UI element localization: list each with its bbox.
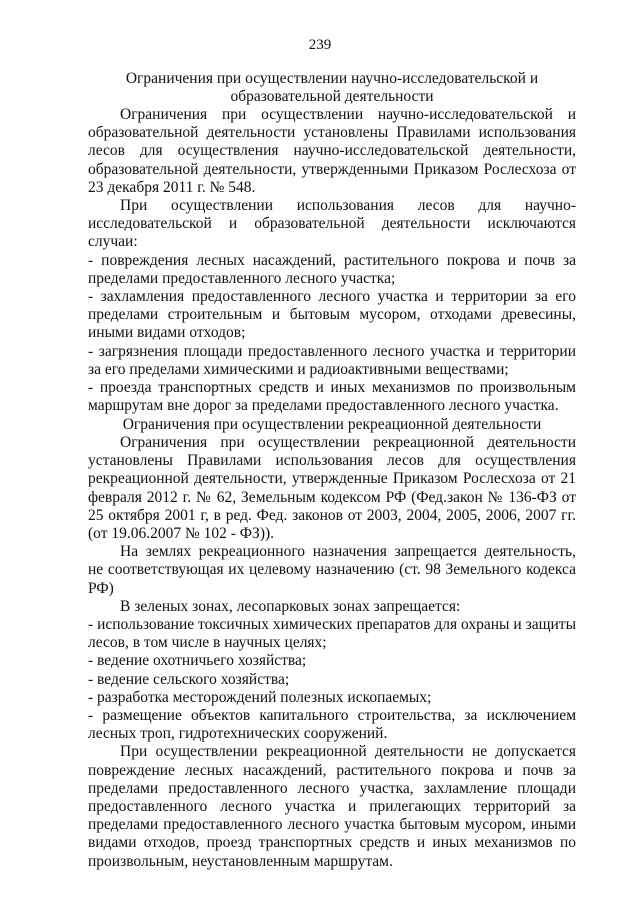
section2-list-item: - ведение сельского хозяйства; bbox=[88, 670, 290, 688]
section1-list-item: - повреждения лесных насаждений, растительного покрова и почв за пределами предоставленного лесного участка; bbox=[88, 251, 576, 287]
section2-paragraph: При осуществлении рекреационной деятельности не допускается повреждение лесных насаждений, растительного покрова и почв за пределами предоставленного лесного участка, захламление площади предоставленного лесного участка и прилегающих территорий за пределами предоставленного лесного участка бытовым мусором, иными видами отходов, проезд транспортных средств и иных механизмов по произвольным, неустановленным маршрутам. bbox=[88, 743, 576, 870]
section1-heading-line1: Ограничения при осуществлении научно-исследовательской и bbox=[125, 70, 539, 87]
section2-list-item: - разработка месторождений полезных ископаемых; bbox=[88, 688, 432, 706]
section1-heading bbox=[88, 70, 576, 106]
section1-body bbox=[88, 106, 576, 415]
section1-heading-line2: образовательной деятельности bbox=[230, 88, 434, 106]
section1-paragraph: Ограничения при осуществлении научно-исследовательской и образовательной деятельности установлены Правилами использования лесов для осуществления научно-исследовательской деятельности, образовательной деятельности, утвержденными Приказом Рослесхоза от 23 декабря 2011 г. № 548. bbox=[88, 106, 576, 196]
section2-paragraph: В зеленых зонах, лесопарковых зонах запрещается: bbox=[120, 597, 461, 615]
section1-paragraph: При осуществлении использования лесов для научно-исследовательской и образовательной деятельности исключаются случаи: bbox=[88, 197, 576, 251]
section2-body bbox=[88, 434, 576, 871]
section1-list-item: - захламления предоставленного лесного участка и территории за его пределами строительным и бытовым мусором, отходами древесины, иными видами отходов; bbox=[88, 288, 576, 342]
section1-list-item: - проезда транспортных средств и иных механизмов по произвольным маршрутам вне дорог за пределами предоставленного лесного участка. bbox=[88, 379, 576, 415]
section2-paragraph: На землях рекреационного назначения запрещается деятельность, не соответствующая их целевому назначению (ст. 98 Земельного кодекса РФ) bbox=[88, 543, 576, 597]
section2-list-item: - размещение объектов капитального строительства, за исключением лесных троп, гидротехнических сооружений. bbox=[88, 707, 576, 743]
section2-heading-text: Ограничения при осуществлении рекреационной деятельности bbox=[122, 416, 542, 433]
section2-list-item: - ведение охотничьего хозяйства; bbox=[88, 652, 307, 670]
page-number: 239 bbox=[308, 37, 332, 53]
section2-list-item: - использование токсичных химических препаратов для охраны и защиты лесов, в том числе в научных целях; bbox=[88, 616, 576, 652]
section1-list-item: - загрязнения площади предоставленного лесного участка и территории за его пределами химическими и радиоактивными веществами; bbox=[88, 342, 576, 378]
section2-heading bbox=[88, 416, 576, 434]
section2-paragraph: Ограничения при осуществлении рекреационной деятельности установлены Правилами использования лесов для осуществления рекреационной деятельности, утвержденные Приказом Рослесхоза от 21 февраля 2012 г. № 62, Земельным кодексом РФ (Фед.закон № 136-ФЗ от 25 октября 2001 г, в ред. Фед. законов от 2003, 2004, 2005, 2006, 2007 гг. (от 19.06.2007 № 102 - ФЗ)). bbox=[88, 434, 576, 543]
